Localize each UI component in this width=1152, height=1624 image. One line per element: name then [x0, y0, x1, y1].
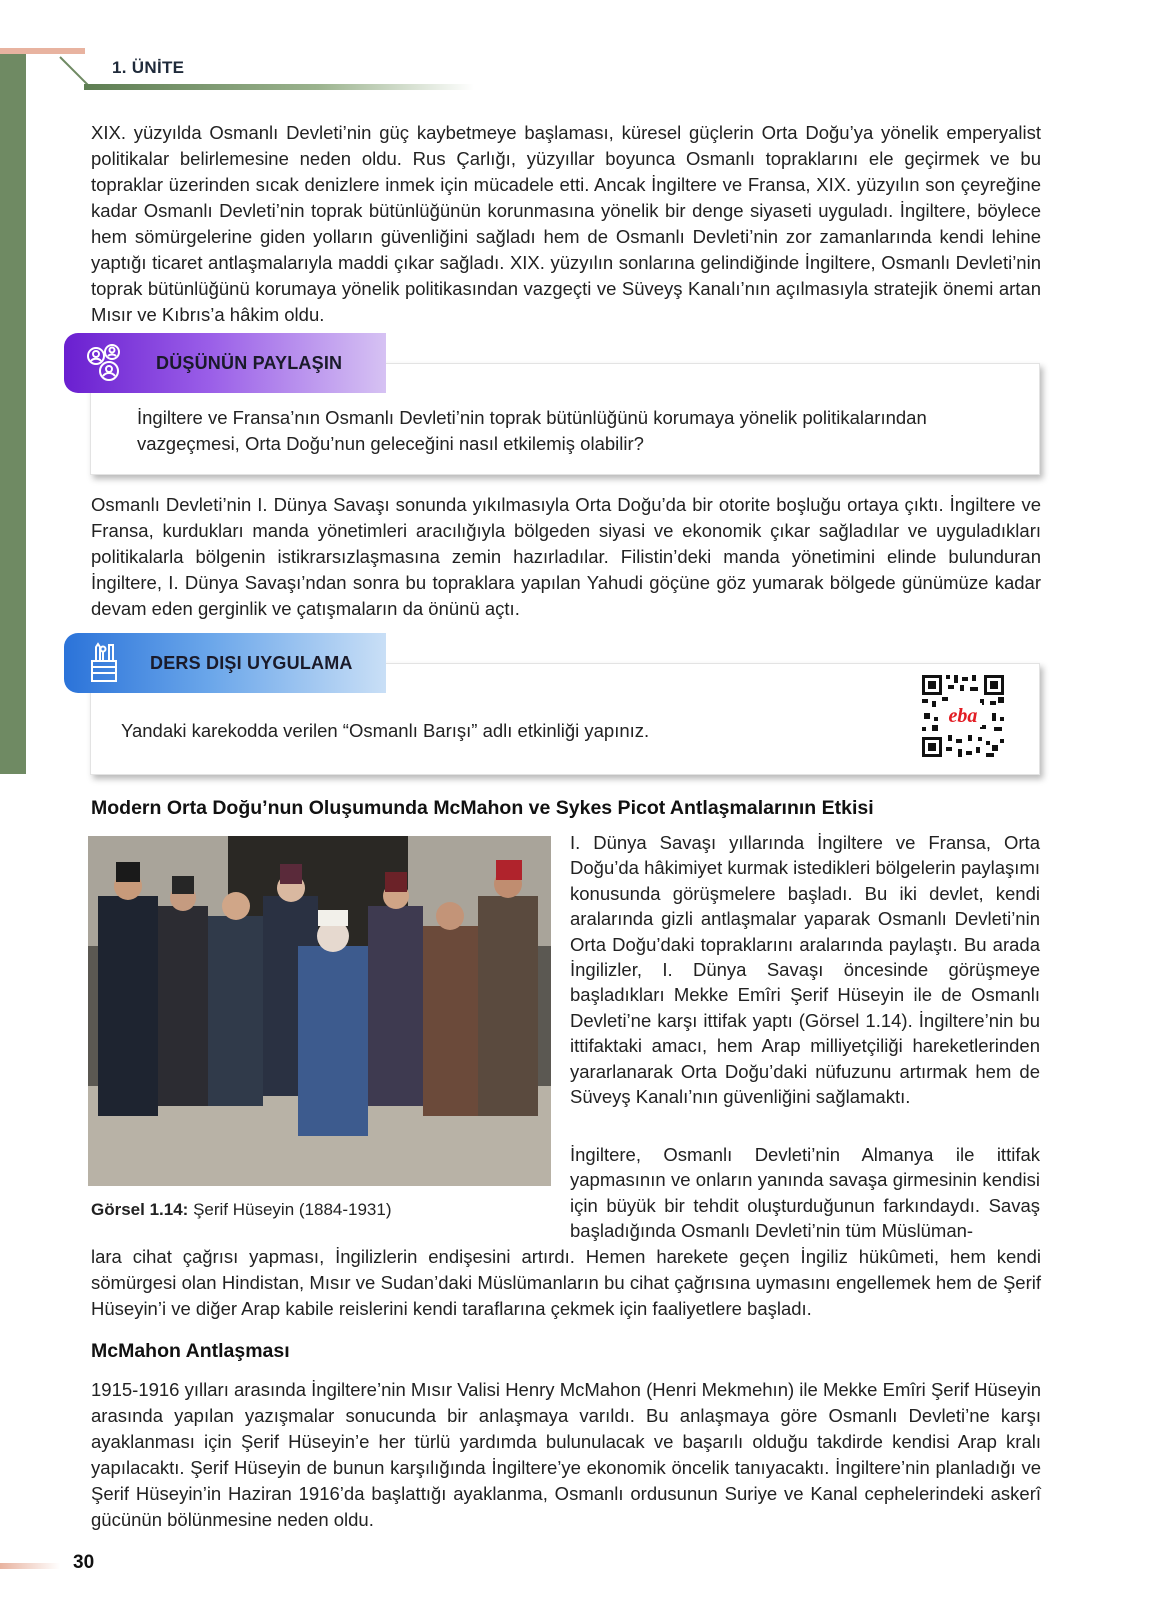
- bottom-accent-band: [0, 1563, 60, 1569]
- historic-photo: [88, 836, 551, 1186]
- paragraph-4: 1915-1916 yılları arasında İngiltere’nin Mısır Valisi Henry McMahon (Henri Mekmehın) ile Mekke Emîri Şerif Hüseyin arasında yapılan yazışmalar sonucunda bir anlaşmaya varıldı. Bu anlaşmaya göre Osmanlı Devleti’ne karşı ayaklanması için Şerif Hüseyin’e her türlü yardımda bulunulacak ve başarılı olduğu takdirde kendisi Arap kralı yapılacaktı. Şerif Hüseyin de bunun karşılığında İngiltere’ye ekonomik öncelik tanıyacaktı. İngiltere’nin planladığı ve Şerif Hüseyin’in Haziran 1916’da başlattığı ayaklanma, Osmanlı ordusunun Suriye ve Kanal cephelerindeki askerî gücünün bölünmesine neden oldu.: [91, 1379, 1041, 1530]
- page-number: 30: [73, 1552, 95, 1573]
- pencil-cup-icon: [82, 641, 126, 685]
- section-heading-2: McMahon Antlaşması: [91, 1340, 290, 1362]
- paragraph-2: Osmanlı Devleti’nin I. Dünya Savaşı sonunda yıkılmasıyla Orta Doğu’da bir otorite boşluğu ortaya çıktı. İngiltere ve Fransa, kurdukları manda yönetimleri aracılığıyla bölgeden siyasi ve ekonomik çıkar sağladılar ve uyguladıkları politikalarla bölgenin istikrarsızlaşmasına zemin hazırladılar. Filistin’deki manda yönetimini elinde bulunduran İngiltere, I. Dünya Savaşı’ndan sonra bu topraklara yapılan Yahudi göçüne göz yumarak bölgede günümüze kadar devam eden gerginlik ve çatışmaların da önünü açtı.: [91, 494, 1041, 619]
- column-paragraph-1: I. Dünya Savaşı yıllarında İngiltere ve Fransa, Orta Doğu’da hâkimiyet kurmak istedikleri bölgelerin paylaşımı konusunda görüşmelere başladı. Bu iki devlet, kendi aralarında gizli antlaşmalar yaparak Osmanlı Devleti’nin Orta Doğu’daki topraklarını aralarında paylaştı. Bu arada İngilizler, I. Dünya Savaşı öncesinde görüşmeye başladıkları Mekke Emîri Şerif Hüseyin ile de Osmanlı Devleti’ne karşı ittifak yaptı (Görsel 1.14). İngiltere’nin bu ittifaktaki amacı, hem Arap milliyetçiliği hareketlerinden yararlanarak Orta Doğu’daki nüfuzunu artırmak hem de Süveyş Kanalı’nın güvenliğini sağlamaktı.: [570, 832, 1040, 1108]
- qr-logo-text: eba: [948, 705, 978, 727]
- unit-underline: [84, 84, 474, 90]
- unit-slant-line: [59, 56, 89, 86]
- top-accent-band: [0, 48, 85, 54]
- column-paragraph-2: İngiltere, Osmanlı Devleti’nin Almanya ile ittifak yapmasının ve onların yanında savaşa girmesinin kendisi için büyük bir tehdit oluşturduğunun farkındaydı. Savaş başladığında Osmanlı Devleti’nin tüm Müslüman-: [570, 1144, 1040, 1242]
- unit-label: 1. ÜNİTE: [112, 58, 185, 77]
- extracurricular-title: DERS DIŞI UYGULAMA: [150, 653, 353, 673]
- paragraph-1: XIX. yüzyılda Osmanlı Devleti’nin güç kaybetmeye başlaması, küresel güçlerin Orta Doğu’ya yönelik emperyalist politikalar belirlemesine neden oldu. Rus Çarlığı, yüzyıllar boyunca Osmanlı topraklarını ele geçirmek ve bu topraklar üzerinden sıcak denizlere inmek için mücadele etti. Ancak İngiltere ve Fransa, XIX. yüzyılın son çeyreğine kadar Osmanlı Devleti’nin toprak bütünlüğünün korunmasına yönelik bir denge siyaseti uyguladı. İngiltere, böylece hem sömürgelerine giden yolların güvenliğini sağladı hem de Osmanlı Devleti’nin zor zamanlarında kendi lehine yaptığı ticaret antlaşmalarıyla maddi çıkar sağladı. XIX. yüzyılın sonlarına gelindiğinde İngiltere, Osmanlı Devleti’nin toprak bütünlüğünü korumaya yönelik politikasından vazgeçti ve Süveyş Kanalı’nın açılmasıyla stratejik önemi artan Mısır ve Kıbrıs’a hâkim oldu.: [91, 122, 1041, 325]
- think-share-tab: [64, 333, 386, 393]
- think-share-title: DÜŞÜNÜN PAYLAŞIN: [156, 353, 343, 373]
- people-sharing-icon: [82, 341, 126, 385]
- think-share-text: İngiltere ve Fransa’nın Osmanlı Devleti’nin toprak bütünlüğünü korumaya yönelik politikalarından vazgeçmesi, Orta Doğu’nun geleceğini nasıl etkilemiş olabilir?: [137, 407, 927, 454]
- caption-label: Görsel 1.14:: [91, 1200, 189, 1219]
- side-color-bar: [0, 48, 26, 774]
- photo-caption: [91, 1200, 392, 1220]
- paragraph-3: lara cihat çağrısı yapması, İngilizlerin endişesini artırdı. Hemen harekete geçen İngiliz hükûmeti, hem kendi sömürgesi olan Hindistan, Mısır ve Sudan’daki Müslümanların bu cihat çağrısına uymasını engellemek hem de Şerif Hüseyin’i ve diğer Arap kabile reislerini kendi taraflarına çekmek için faaliyetlere başladı.: [91, 1246, 1041, 1319]
- extracurricular-tab: [64, 633, 386, 693]
- extracurricular-text: Yandaki karekodda verilen “Osmanlı Barışı” adlı etkinliği yapınız.: [121, 720, 650, 741]
- qr-code[interactable]: [920, 673, 1006, 759]
- section-heading-1: Modern Orta Doğu’nun Oluşumunda McMahon ve Sykes Picot Antlaşmalarının Etkisi: [91, 797, 874, 819]
- caption-text: Şerif Hüseyin (1884-1931): [193, 1200, 392, 1219]
